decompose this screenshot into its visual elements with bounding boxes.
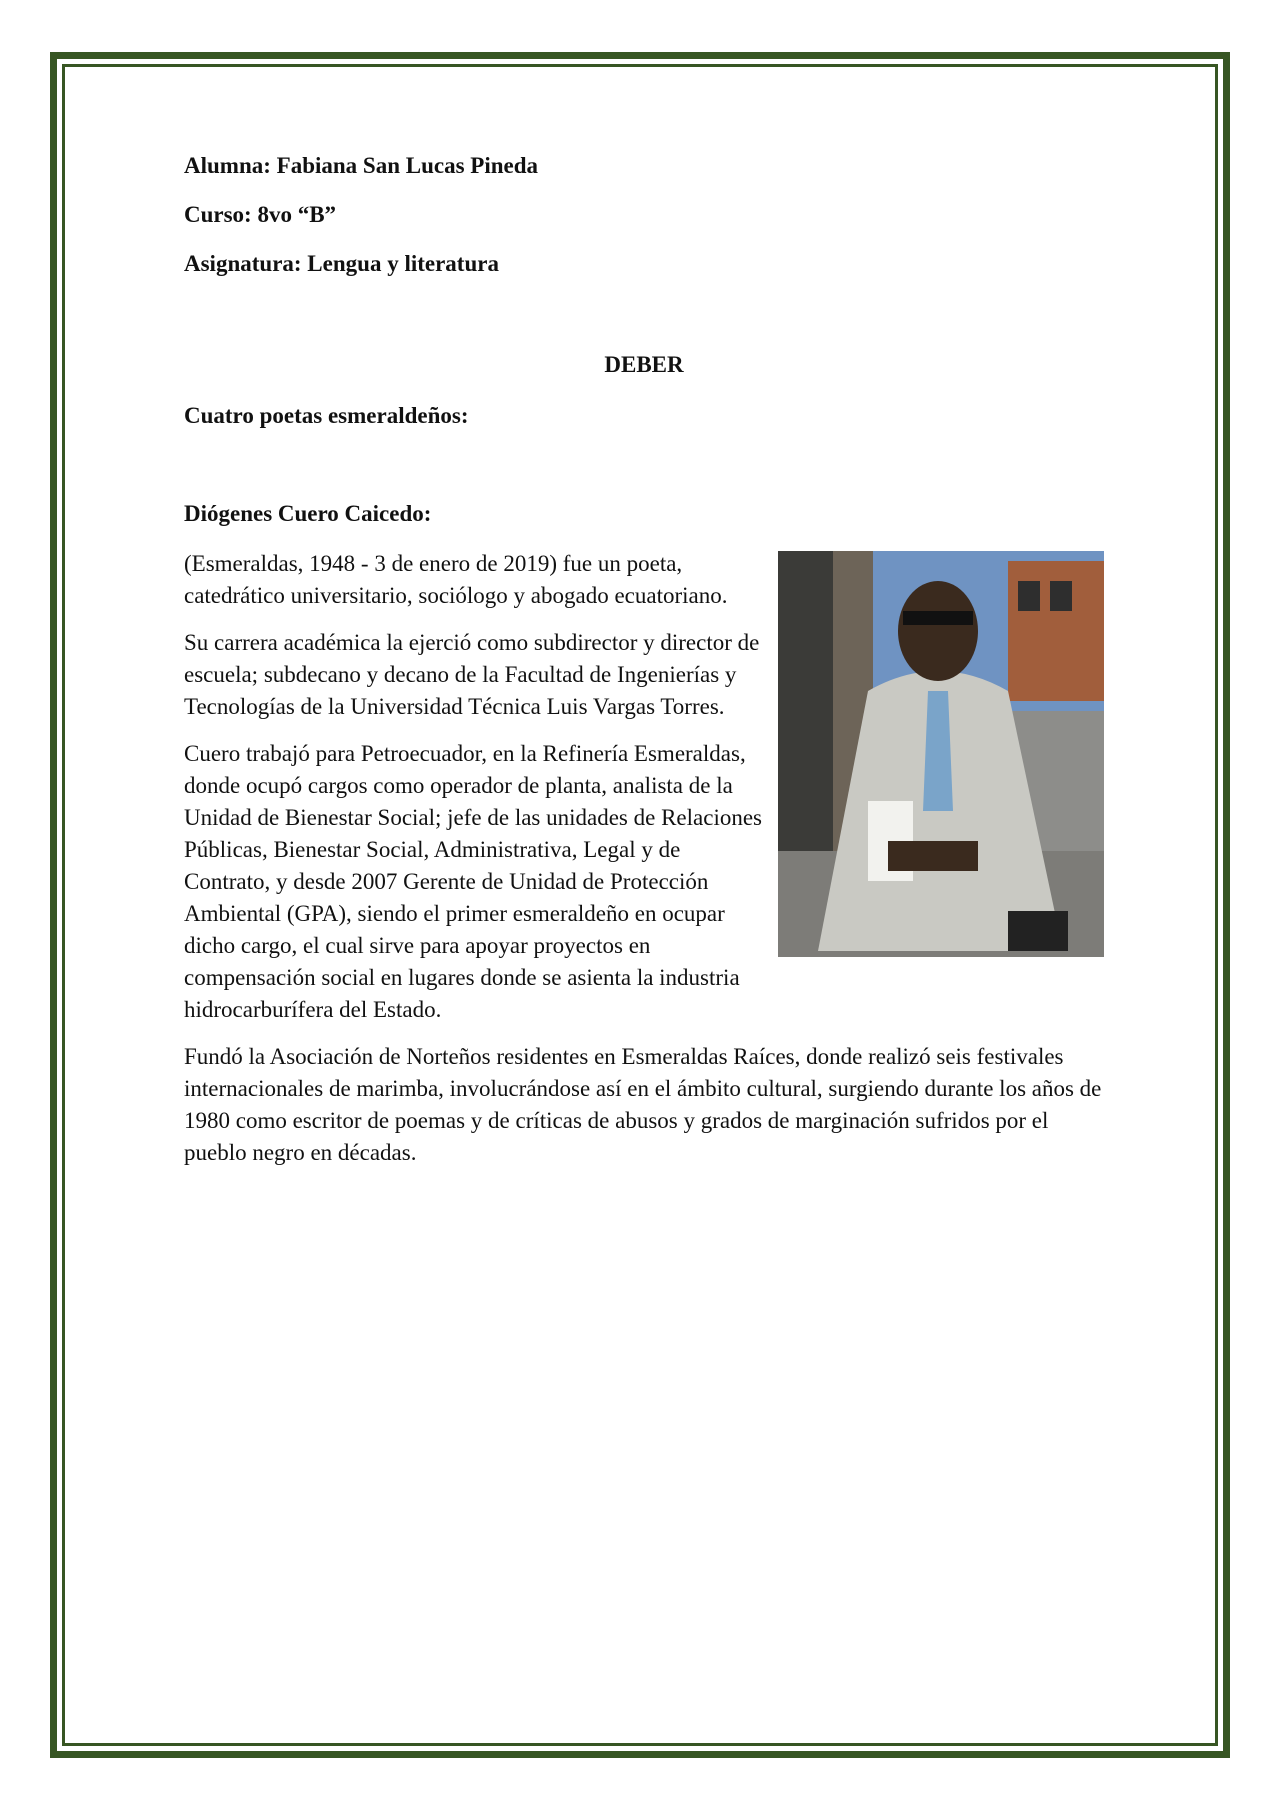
document-title: DEBER: [604, 352, 684, 377]
subject-line: Asignatura: Lengua y literatura: [184, 251, 499, 276]
bio-paragraph-1: (Esmeraldas, 1948 - 3 de enero de 2019) fue un poeta, catedrático universitario, sociólogo y abogado ecuatoriano.: [184, 551, 728, 608]
bio-paragraph-2: Su carrera académica la ejerció como subdirector y director de escuela; subdecano y decano de la Facultad de Ingenierías y Tecnologías de la Universidad Técnica Luis Vargas Torres.: [184, 630, 760, 719]
course-line: Curso: 8vo “B”: [184, 202, 337, 227]
poet-biography: [184, 548, 1104, 1184]
document-content: [184, 150, 1104, 1165]
student-line: Alumna: Fabiana San Lucas Pineda: [184, 153, 539, 178]
intro-heading: Cuatro poetas esmeraldeños:: [184, 403, 469, 428]
poet-name-heading: Diógenes Cuero Caicedo:: [184, 501, 432, 526]
bio-paragraph-4: Fundó la Asociación de Norteños residentes en Esmeraldas Raíces, donde realizó seis festivales internacionales de marimba, involucrándose así en el ámbito cultural, surgiendo durante los años de 1980 como escritor de poemas y de críticas de abusos y grados de marginación sufridos por el pueblo negro en décadas.: [184, 1044, 1102, 1165]
bio-paragraph-3: Cuero trabajó para Petroecuador, en la Refinería Esmeraldas, donde ocupó cargos como operador de planta, analista de la Unidad de Bienestar Social; jefe de las unidades de Relaciones Públicas, Bienestar Social, Administrativa, Legal y de Contrato, y desde 2007 Gerente de Unidad de Protección Ambiental (GPA), siendo el primer esmeraldeño en ocupar dicho cargo, el cual sirve para apoyar proyectos en compensación social en lugares donde se asienta la industria hidrocarburífera del Estado.: [184, 741, 762, 1022]
